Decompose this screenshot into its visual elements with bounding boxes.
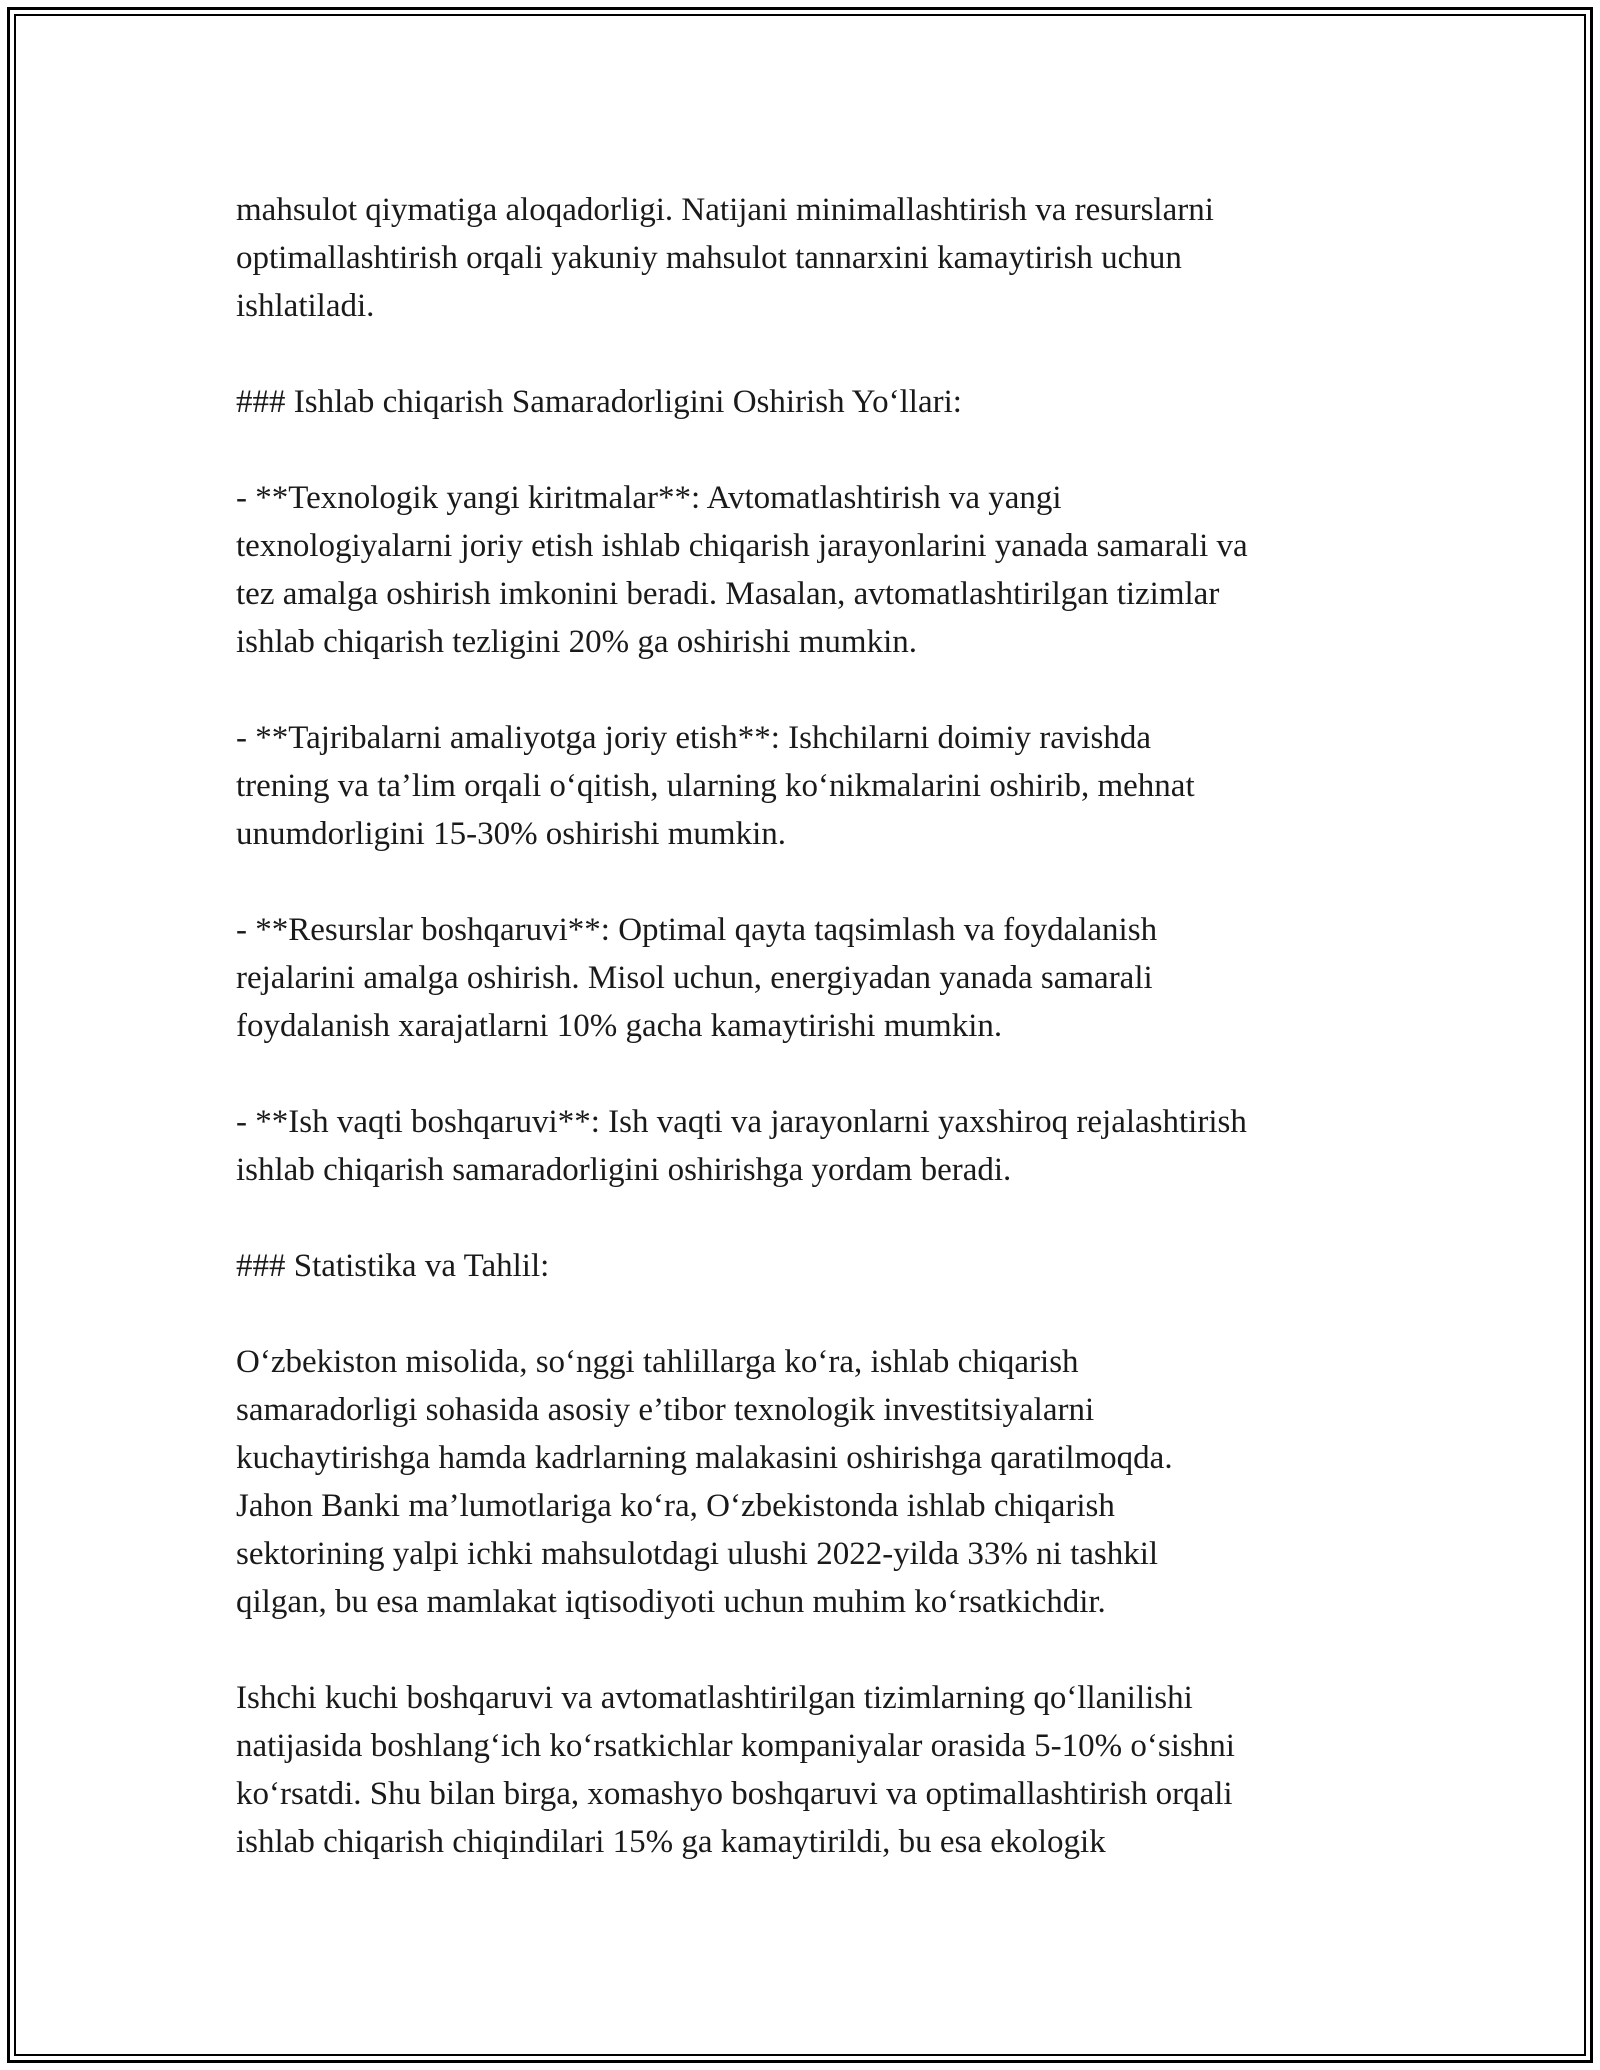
- document-list-item: [236, 474, 1386, 666]
- text-line: - **Ish vaqti boshqaruvi**: Ish vaqti va jarayonlarni yaxshiroq rejalashtirish: [236, 1104, 1247, 1140]
- text-line: trening va ta’lim orqali o‘qitish, ularning ko‘nikmalarini oshirib, mehnat: [236, 768, 1195, 804]
- text-line: - **Resurslar boshqaruvi**: Optimal qayta taqsimlash va foydalanish: [236, 912, 1158, 948]
- text-line: kuchaytirishga hamda kadrlarning malakasini oshirishga qaratilmoqda.: [236, 1440, 1173, 1476]
- text-line: sektorining yalpi ichki mahsulotdagi ulushi 2022-yilda 33% ni tashkil: [236, 1536, 1159, 1572]
- text-line: O‘zbekiston misolida, so‘nggi tahlillarga ko‘ra, ishlab chiqarish: [236, 1344, 1079, 1380]
- text-line: mahsulot qiymatiga aloqadorligi. Natijani minimallashtirish va resurslarni: [236, 192, 1214, 228]
- text-line: foydalanish xarajatlarni 10% gacha kamaytirishi mumkin.: [236, 1008, 1003, 1044]
- text-line: Ishchi kuchi boshqaruvi va avtomatlashtirilgan tizimlarning qo‘llanilishi: [236, 1680, 1193, 1716]
- text-line: unumdorligini 15-30% oshirishi mumkin.: [236, 816, 786, 852]
- text-line: ishlab chiqarish tezligini 20% ga oshirishi mumkin.: [236, 624, 917, 660]
- text-line: ishlatiladi.: [236, 288, 375, 324]
- text-line: - **Tajribalarni amaliyotga joriy etish**: Ishchilarni doimiy ravishda: [236, 720, 1152, 756]
- document-paragraph: [236, 1674, 1386, 1866]
- text-line: ishlab chiqarish chiqindilari 15% ga kamaytirildi, bu esa ekologik: [236, 1824, 1106, 1860]
- text-line: natijasida boshlang‘ich ko‘rsatkichlar kompaniyalar orasida 5-10% o‘sishni: [236, 1728, 1235, 1764]
- document-heading: [236, 1242, 1386, 1290]
- text-line: ko‘rsatdi. Shu bilan birga, xomashyo boshqaruvi va optimallashtirish orqali: [236, 1776, 1233, 1812]
- text-line: Jahon Banki ma’lumotlariga ko‘ra, O‘zbekistonda ishlab chiqarish: [236, 1488, 1115, 1524]
- text-line: ### Ishlab chiqarish Samaradorligini Oshirish Yo‘llari:: [236, 384, 962, 420]
- document-list-item: [236, 906, 1386, 1050]
- text-line: optimallashtirish orqali yakuniy mahsulot tannarxini kamaytirish uchun: [236, 240, 1182, 276]
- text-line: rejalarini amalga oshirish. Misol uchun, energiyadan yanada samarali: [236, 960, 1153, 996]
- text-line: ishlab chiqarish samaradorligini oshirishga yordam beradi.: [236, 1152, 1012, 1188]
- document-body: [236, 186, 1386, 1866]
- document-heading: [236, 378, 1386, 426]
- text-line: qilgan, bu esa mamlakat iqtisodiyoti uchun muhim ko‘rsatkichdir.: [236, 1584, 1106, 1620]
- document-paragraph: [236, 1338, 1386, 1626]
- document-list-item: [236, 1098, 1386, 1194]
- text-line: samaradorligi sohasida asosiy e’tibor texnologik investitsiyalarni: [236, 1392, 1095, 1428]
- text-line: - **Texnologik yangi kiritmalar**: Avtomatlashtirish va yangi: [236, 480, 1062, 516]
- document-paragraph: [236, 186, 1386, 330]
- text-line: ### Statistika va Tahlil:: [236, 1248, 550, 1284]
- text-line: tez amalga oshirish imkonini beradi. Masalan, avtomatlashtirilgan tizimlar: [236, 576, 1220, 612]
- text-line: texnologiyalarni joriy etish ishlab chiqarish jarayonlarini yanada samarali va: [236, 528, 1248, 564]
- document-list-item: [236, 714, 1386, 858]
